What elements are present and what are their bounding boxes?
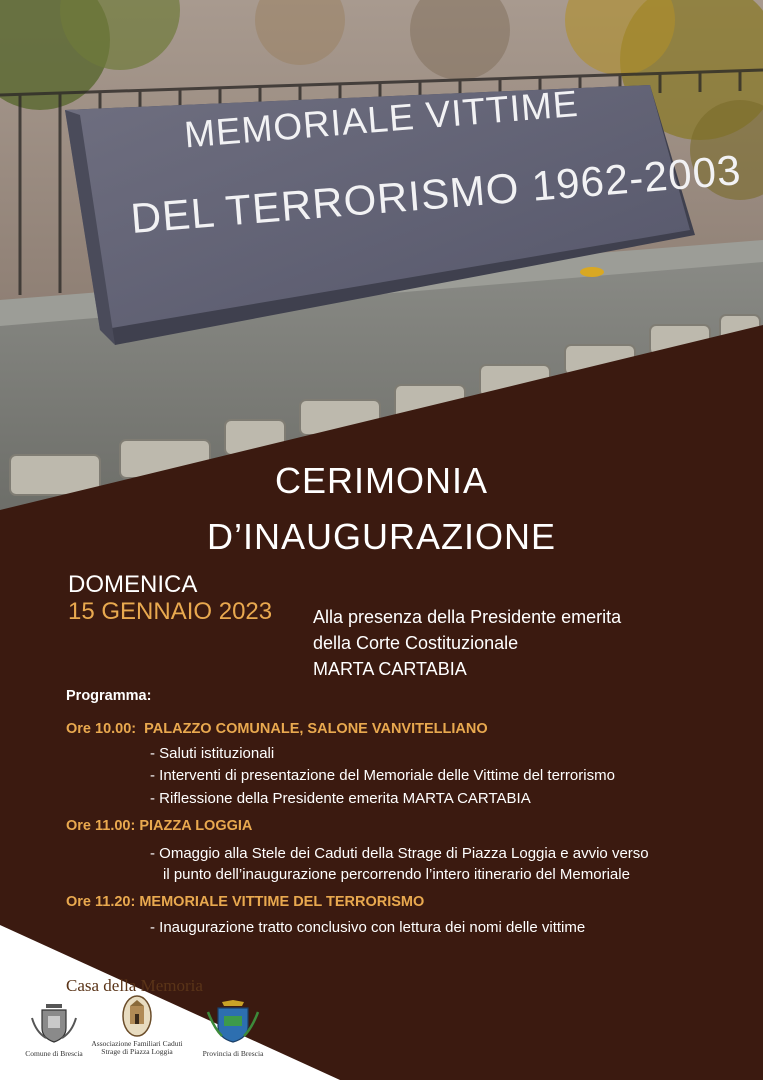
comune-brescia-logo — [24, 998, 84, 1062]
title-line-1: CERIMONIA — [274, 460, 488, 501]
slot-1-item-3: - Riflessione della Presidente emerita MARTA CARTABIA — [150, 790, 531, 807]
comune-crest-icon — [24, 998, 84, 1046]
title-line-2: D’INAUGURAZIONE — [206, 516, 557, 557]
provincia-shield-icon — [200, 998, 266, 1046]
slot-3-heading: Ore 11.20: MEMORIALE VITTIME DEL TERRORISMO — [66, 894, 425, 910]
loggia-emblem-icon — [88, 994, 186, 1042]
presence-line-1: Alla presenza della Presidente emerita — [313, 607, 622, 627]
slot-1-item-1: - Saluti istituzionali — [150, 745, 275, 762]
presence-line-2: della Corte Costituzionale — [313, 633, 519, 653]
monument-line-1: MEMORIALE VITTIME — [182, 82, 580, 156]
comune-brescia-caption: Comune di Brescia — [25, 1049, 83, 1058]
slot-1-heading: Ore 10.00: PALAZZO COMUNALE, SALONE VANVITELLIANO — [66, 721, 488, 737]
provincia-brescia-caption: Provincia di Brescia — [202, 1049, 264, 1058]
monument-line-2: DEL TERRORISMO 1962-2003 — [128, 146, 744, 242]
programme-label: Programma: — [66, 688, 152, 704]
presence-line-3: MARTA CARTABIA — [313, 659, 467, 679]
slot-1-item-2: - Interventi di presentazione del Memoriale delle Vittime del terrorismo — [150, 767, 615, 784]
slot-2-item-1: - Omaggio alla Stele dei Caduti della Strage di Piazza Loggia e avvio verso — [150, 845, 649, 862]
date-main: 15 GENNAIO 2023 — [68, 598, 273, 625]
associazione-caption-2: Strage di Piazza Loggia — [101, 1047, 173, 1056]
associazione-logo — [88, 994, 186, 1060]
associazione-caption-1: Associazione Familiari Caduti — [91, 1039, 183, 1048]
slot-2-item-2: il punto dell’inaugurazione percorrendo l’intero itinerario del Memoriale — [163, 866, 630, 883]
date-day: DOMENICA — [68, 571, 198, 598]
provincia-brescia-logo — [200, 998, 266, 1062]
slot-3-item-1: - Inaugurazione tratto conclusivo con lettura dei nomi delle vittime — [150, 919, 586, 936]
casa-della-memoria-label: Casa della Memoria — [66, 976, 203, 995]
slot-2-heading: Ore 11.00: PIAZZA LOGGIA — [66, 818, 253, 834]
